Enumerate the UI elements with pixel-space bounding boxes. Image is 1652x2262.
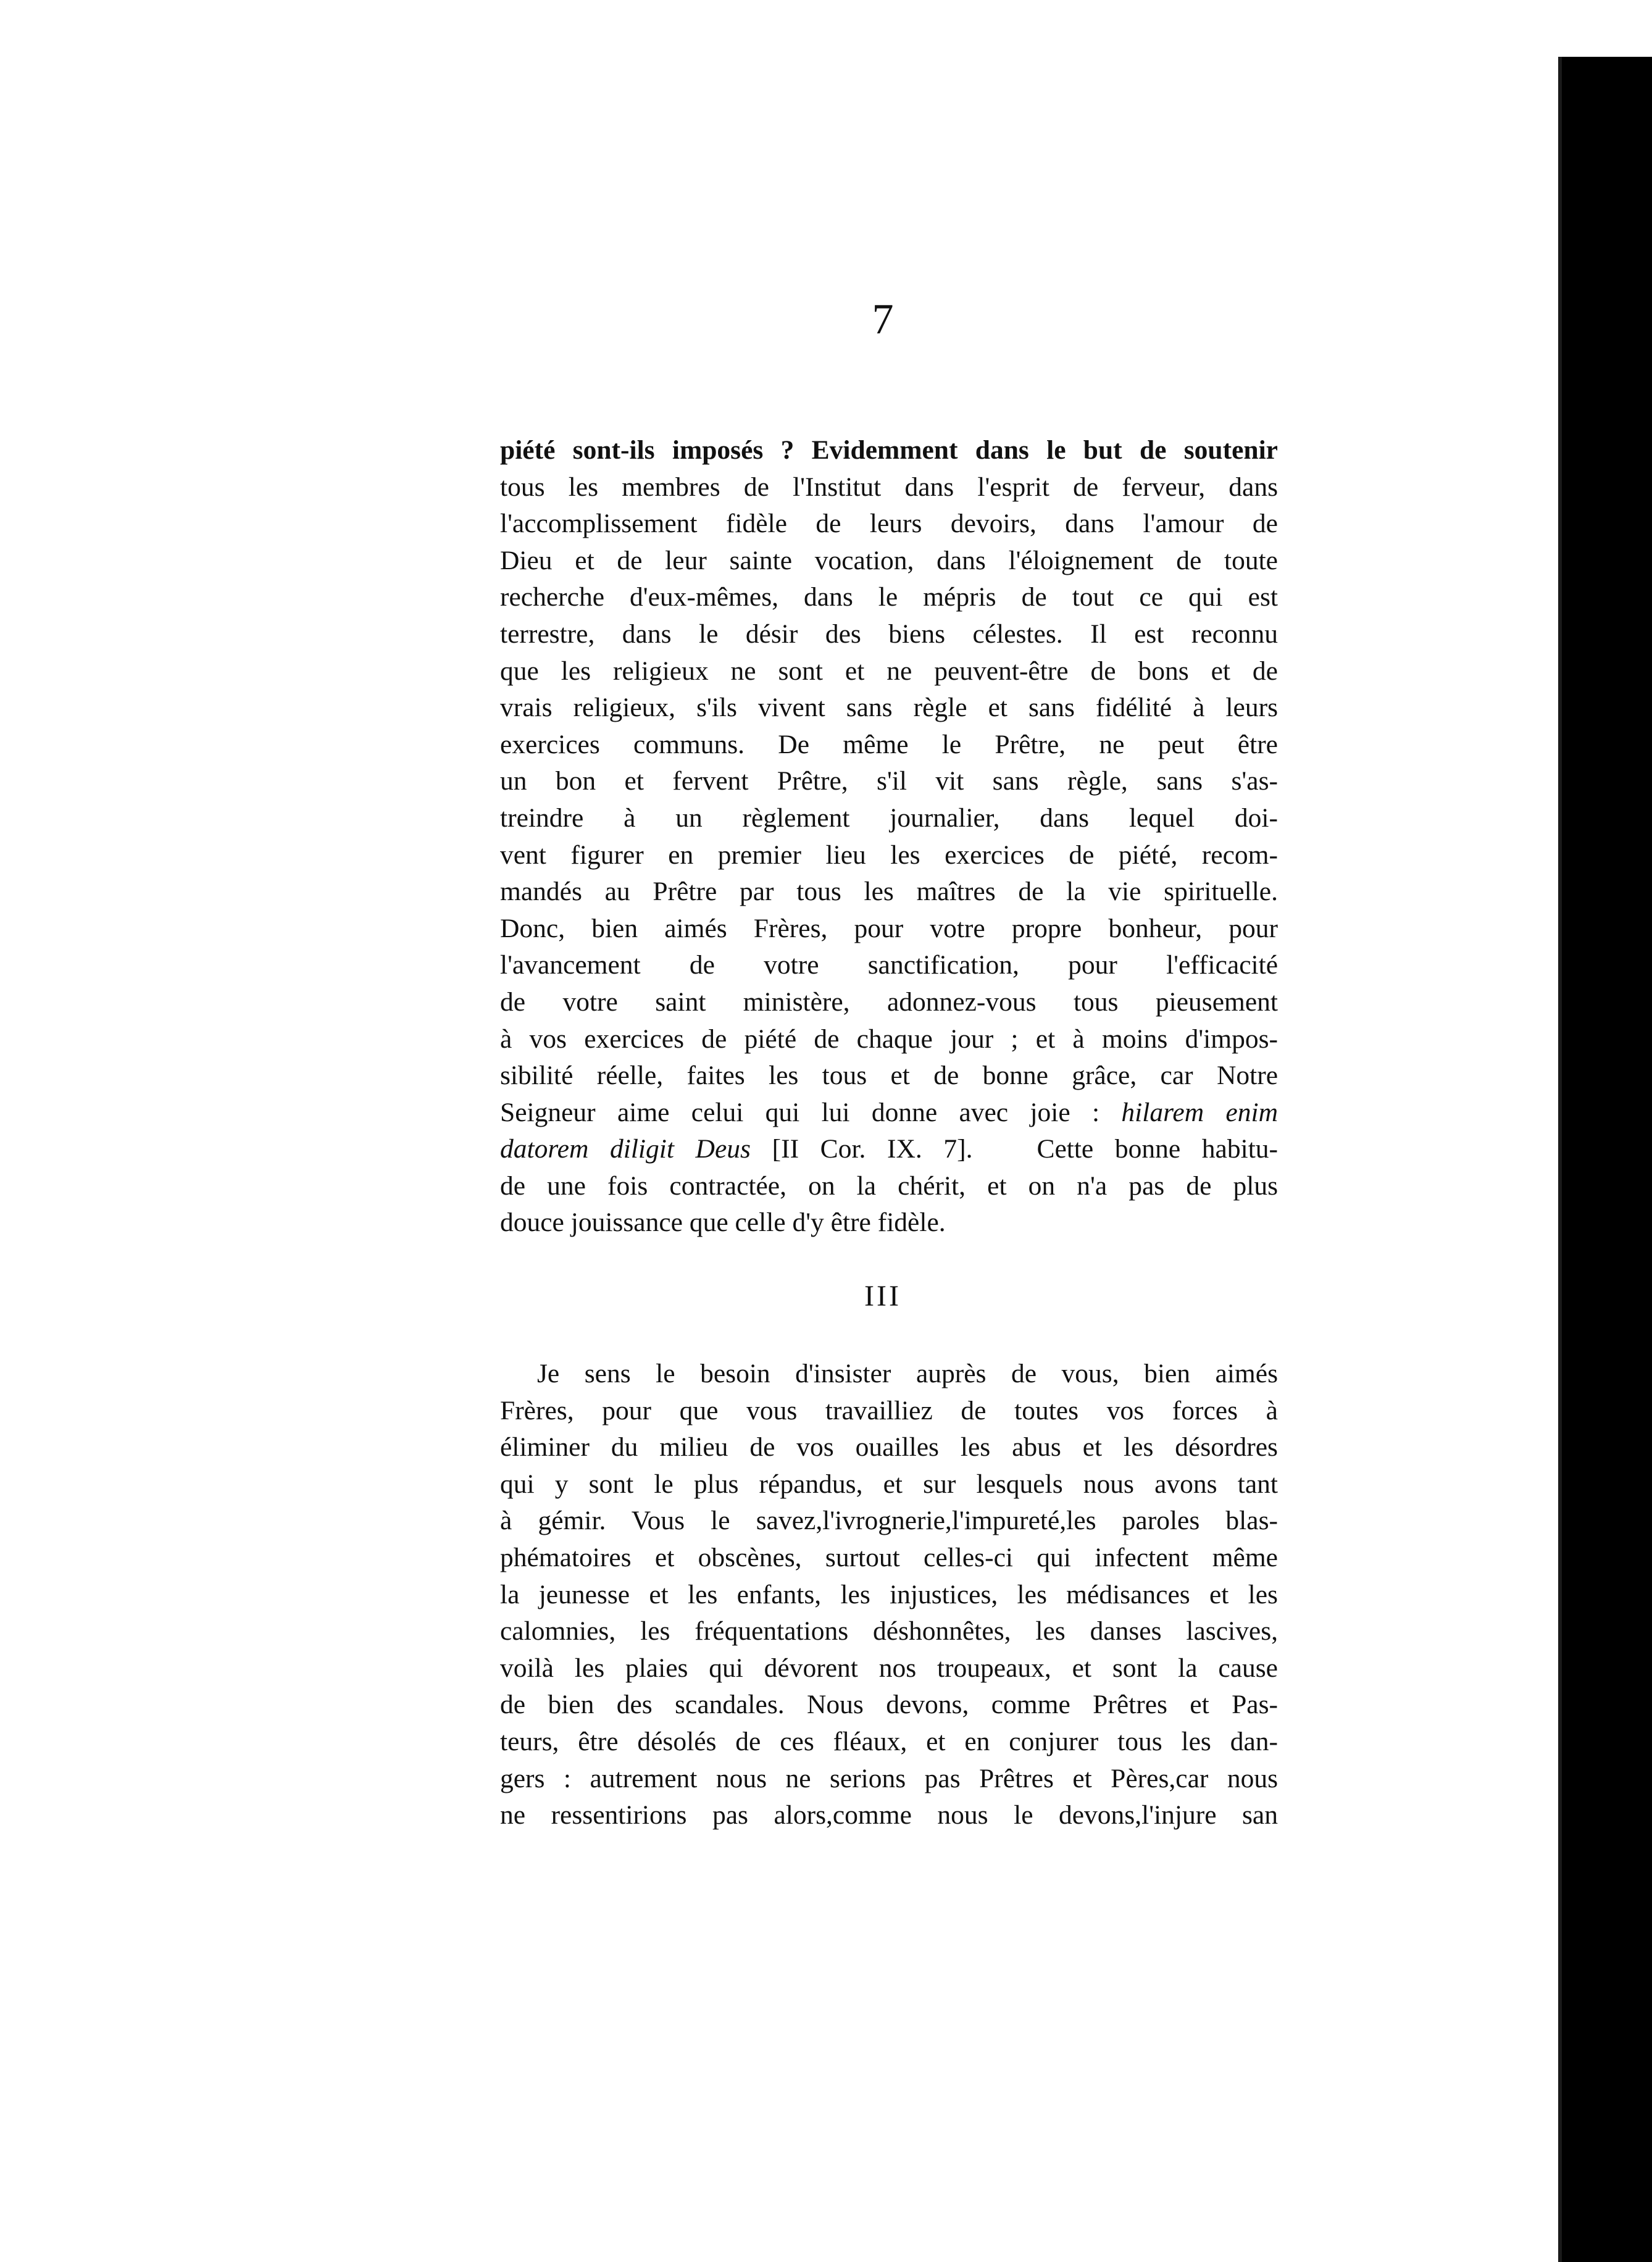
- text-line: de votre saint ministère, adonnez-vous tous pieusement: [500, 987, 1278, 1017]
- text-line-with-citation: [500, 1131, 1278, 1168]
- text-line: treindre à un règlement journalier, dans lequel doi-: [500, 803, 1278, 833]
- page-number: 7: [872, 296, 894, 343]
- section-heading: III: [864, 1280, 901, 1313]
- text-line: voilà les plaies qui dévorent nos troupeaux, et sont la cause: [500, 1653, 1278, 1683]
- text-line: vent figurer en premier lieu les exercices de piété, recom-: [500, 840, 1278, 870]
- text-line: douce jouissance que celle d'y être fidèle.: [500, 1208, 946, 1238]
- text-line: que les religieux ne sont et ne peuvent-être de bons et de: [500, 656, 1278, 686]
- text-line: teurs, être désolés de ces fléaux, et en conjurer tous les dan-: [500, 1726, 1278, 1756]
- scripture-citation: [II Cor. IX. 7].: [772, 1134, 973, 1164]
- text-line: calomnies, les fréquentations déshonnêtes, les danses lascives,: [500, 1616, 1278, 1646]
- text-line: de une fois contractée, on la chérit, et on n'a pas de plus: [500, 1171, 1278, 1201]
- text-line: Frères, pour que vous travailliez de toutes vos forces à: [500, 1395, 1278, 1425]
- text-line: exercices communs. De même le Prêtre, ne peut être: [500, 729, 1278, 759]
- text-line: la jeunesse et les enfants, les injustices, les médisances et les: [500, 1579, 1278, 1609]
- text-line: Dieu et de leur sainte vocation, dans l'éloignement de toute: [500, 545, 1278, 575]
- scan-top-margin: [0, 0, 1652, 57]
- text-line: à gémir. Vous le savez,l'ivrognerie,l'impureté,les paroles blas-: [500, 1506, 1278, 1536]
- text-line-with-latin: [500, 1095, 1278, 1132]
- text-line: Je sens le besoin d'insister auprès de vous, bien aimés: [537, 1359, 1278, 1388]
- latin-quote: datorem diligit Deus: [500, 1134, 751, 1164]
- paragraph-2: [500, 1356, 1278, 1834]
- latin-quote: hilarem enim: [1121, 1097, 1278, 1127]
- text-line: un bon et fervent Prêtre, s'il vit sans règle, sans s'as-: [500, 766, 1278, 796]
- text-line: éliminer du milieu de vos ouailles les abus et les désordres: [500, 1432, 1278, 1463]
- text-line: phématoires et obscènes, surtout celles-ci qui infectent même: [500, 1542, 1278, 1572]
- text-line: à vos exercices de piété de chaque jour ; et à moins d'impos-: [500, 1024, 1278, 1054]
- text-line: sibilité réelle, faites les tous et de bonne grâce, car Notre: [500, 1061, 1278, 1091]
- text-segment: Cette bonne habitu-: [1037, 1134, 1279, 1164]
- text-line: tous les membres de l'Institut dans l'esprit de ferveur, dans: [500, 472, 1278, 502]
- text-line: gers : autrement nous ne serions pas Prêtres et Pères,car nous: [500, 1763, 1278, 1793]
- text-line: l'avancement de votre sanctification, pour l'efficacité: [500, 950, 1278, 980]
- text-line: de bien des scandales. Nous devons, comme Prêtres et Pas-: [500, 1690, 1278, 1720]
- text-line: mandés au Prêtre par tous les maîtres de la vie spirituelle.: [500, 877, 1278, 907]
- text-line: terrestre, dans le désir des biens célestes. Il est reconnu: [500, 619, 1278, 649]
- text-line: l'accomplissement fidèle de leurs devoirs, dans l'amour de: [500, 509, 1278, 539]
- text-line: Donc, bien aimés Frères, pour votre propre bonheur, pour: [500, 913, 1278, 943]
- paragraph-1: [500, 432, 1278, 1242]
- text-line: vrais religieux, s'ils vivent sans règle et sans fidélité à leurs: [500, 693, 1278, 723]
- text-line: qui y sont le plus répandus, et sur lesquels nous avons tant: [500, 1469, 1278, 1499]
- text-segment: Seigneur aime celui qui lui donne avec joie :: [500, 1097, 1100, 1127]
- text-line: recherche d'eux-mêmes, dans le mépris de tout ce qui est: [500, 582, 1278, 612]
- text-line: piété sont-ils imposés ? Evidemment dans le but de soutenir: [500, 435, 1278, 465]
- text-line: ne ressentirions pas alors,comme nous le devons,l'injure san: [500, 1800, 1278, 1830]
